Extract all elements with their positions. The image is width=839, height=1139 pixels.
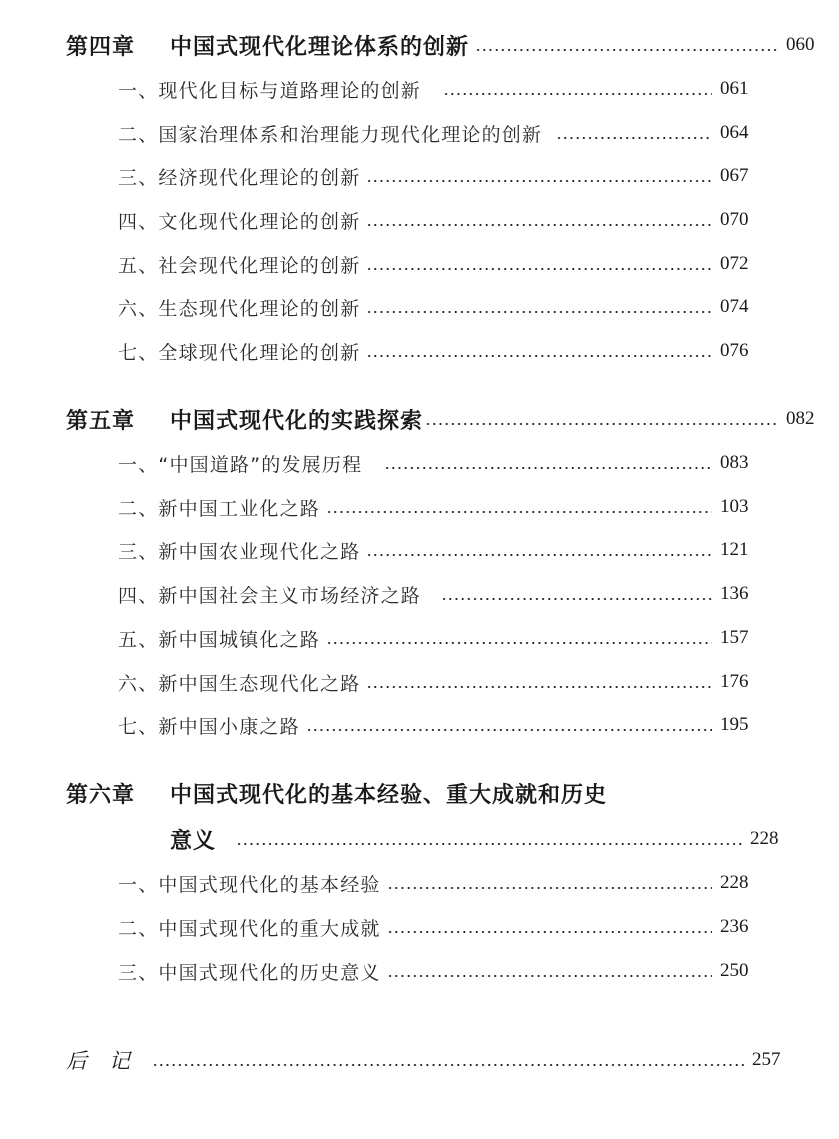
- section-title: 七、新中国小康之路: [118, 715, 300, 738]
- toc-chapter-6[interactable]: [0, 776, 839, 810]
- page-number: 064: [720, 122, 749, 143]
- afterword-title: 后记: [66, 1049, 152, 1073]
- chapter-heading: [66, 404, 423, 435]
- dot-leader: [441, 598, 712, 600]
- toc-chapter-6-continued[interactable]: [0, 822, 839, 856]
- toc-section[interactable]: [0, 116, 839, 150]
- chapter-heading: [66, 778, 607, 809]
- toc-section[interactable]: [0, 446, 839, 480]
- section-title: 三、新中国农业现代化之路: [118, 540, 361, 563]
- dot-leader: [384, 467, 712, 469]
- page-number: 082: [786, 408, 815, 429]
- toc-afterword[interactable]: [0, 1043, 839, 1077]
- toc-section[interactable]: [0, 334, 839, 368]
- dot-leader: [475, 49, 778, 51]
- dot-leader: [387, 931, 712, 933]
- toc-section[interactable]: [0, 247, 839, 281]
- dot-leader: [326, 511, 712, 513]
- section-title: 三、中国式现代化的历史意义: [118, 961, 381, 984]
- toc-section[interactable]: [0, 577, 839, 611]
- toc-chapter-4[interactable]: [0, 28, 839, 62]
- page-number: 072: [720, 253, 749, 274]
- toc-section[interactable]: [0, 203, 839, 237]
- dot-leader: [236, 843, 742, 845]
- chapter-heading: [66, 30, 469, 61]
- dot-leader: [387, 975, 712, 977]
- toc-section[interactable]: [0, 621, 839, 655]
- toc-section[interactable]: [0, 533, 839, 567]
- section-title: 六、生态现代化理论的创新: [118, 297, 361, 320]
- section-title: 三、经济现代化理论的创新: [118, 166, 361, 189]
- section-title: 一、中国式现代化的基本经验: [118, 873, 381, 896]
- page-number: 074: [720, 296, 749, 317]
- dot-leader: [443, 93, 712, 95]
- dot-leader: [425, 423, 778, 425]
- section-title: 五、社会现代化理论的创新: [118, 254, 361, 277]
- toc-section[interactable]: [0, 159, 839, 193]
- toc-section[interactable]: [0, 290, 839, 324]
- section-title: 七、全球现代化理论的创新: [118, 341, 361, 364]
- chapter-number: 第四章: [66, 34, 136, 60]
- section-title: 六、新中国生态现代化之路: [118, 672, 361, 695]
- dot-leader: [366, 268, 712, 270]
- toc-section[interactable]: [0, 954, 839, 988]
- dot-leader: [366, 554, 712, 556]
- toc-section[interactable]: [0, 866, 839, 900]
- toc-section[interactable]: [0, 490, 839, 524]
- section-title: 二、国家治理体系和治理能力现代化理论的创新: [118, 123, 543, 146]
- section-title: 二、中国式现代化的重大成就: [118, 917, 381, 940]
- section-title: 五、新中国城镇化之路: [118, 628, 321, 651]
- dot-leader: [366, 686, 712, 688]
- dot-leader: [152, 1064, 744, 1066]
- page-number: 076: [720, 340, 749, 361]
- dot-leader: [366, 311, 712, 313]
- section-title: 一、现代化目标与道路理论的创新: [118, 79, 422, 102]
- toc-section[interactable]: [0, 910, 839, 944]
- chapter-title-line1: 中国式现代化的基本经验、重大成就和历史: [170, 782, 608, 808]
- page-number: 228: [720, 872, 749, 893]
- page-number: 061: [720, 78, 749, 99]
- page-number: 228: [750, 828, 779, 849]
- dot-leader: [366, 224, 712, 226]
- page-number: 070: [720, 209, 749, 230]
- page-number: 176: [720, 671, 749, 692]
- dot-leader: [306, 729, 712, 731]
- section-title: 一、“中国道路”的发展历程: [118, 453, 363, 476]
- page-number: 121: [720, 539, 749, 560]
- page-number: 067: [720, 165, 749, 186]
- page-number: 083: [720, 452, 749, 473]
- section-title: 四、文化现代化理论的创新: [118, 210, 361, 233]
- page-number: 136: [720, 583, 749, 604]
- page-number: 236: [720, 916, 749, 937]
- toc-section[interactable]: [0, 665, 839, 699]
- dot-leader: [556, 137, 712, 139]
- dot-leader: [366, 180, 712, 182]
- chapter-title: 中国式现代化的实践探索: [170, 408, 424, 434]
- page-number: 257: [752, 1049, 781, 1070]
- section-title: 二、新中国工业化之路: [118, 497, 321, 520]
- page-number: 250: [720, 960, 749, 981]
- toc-chapter-5[interactable]: [0, 402, 839, 436]
- page-number: 060: [786, 34, 815, 55]
- toc-section[interactable]: [0, 708, 839, 742]
- section-title: 四、新中国社会主义市场经济之路: [118, 584, 422, 607]
- page-number: 157: [720, 627, 749, 648]
- dot-leader: [326, 642, 712, 644]
- chapter-number: 第六章: [66, 782, 136, 808]
- page-number: 195: [720, 714, 749, 735]
- chapter-title: 中国式现代化理论体系的创新: [170, 34, 470, 60]
- dot-leader: [366, 355, 712, 357]
- page-number: 103: [720, 496, 749, 517]
- toc-section[interactable]: [0, 72, 839, 106]
- chapter-title-line2: 意义: [170, 828, 217, 854]
- chapter-number: 第五章: [66, 408, 136, 434]
- dot-leader: [387, 887, 712, 889]
